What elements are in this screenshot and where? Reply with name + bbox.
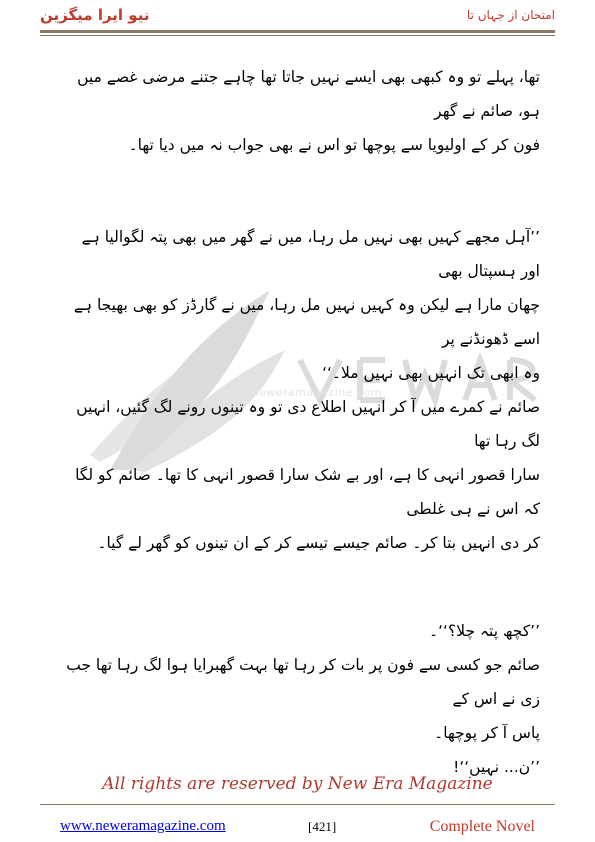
text-line: تھا، پہلے تو وہ کبھی بھی ایسے نہیں جاتا تھا چاہے جتنے مرضی غصے میں ہو، صائم نے گھر [77,68,540,120]
page-number: [421] [308,819,337,834]
text-line: چھان مارا ہے لیکن وہ کہیں نہیں مل رہا، میں نے گارڈز کو بھی بھیجا ہے اسے ڈھونڈنے پر [73,296,540,348]
novel-title: امتحان از جہاں تا [466,8,555,22]
paragraph-3 [65,614,540,784]
section-label: Complete Novel [429,818,535,835]
rights-notice: All rights are reserved by New Era Magazine [102,774,493,794]
novel-text [65,60,540,784]
footer-rule [40,804,555,805]
header-rule-thin [40,35,555,36]
text-line: پاس آ کر پوچھا۔ [434,724,540,742]
header-rule [40,30,555,33]
text-line: فون کر کے اولیویا سے پوچھا تو اس نے بھی جواب نہ میں دیا تھا۔ [128,136,540,154]
text-line: صائم نے کمرے میں آ کر انہیں اطلاع دی تو وہ تینوں رونے لگ گئیں، انہیں لگ رہا تھا [76,398,540,450]
text-line: سارا قصور انہی کا ہے، اور بے شک سارا قصور انہی کا تھا۔ صائم کو لگا کہ اس نے ہی غلطی [75,466,540,518]
magazine-name: نیو ایرا میگزین [40,6,150,24]
paragraph-1 [65,60,540,162]
text-line: صائم جو کسی سے فون پر بات کر رہا تھا بہت گھبرایا ہوا لگ رہا تھا جب زی نے اس کے [66,656,540,708]
text-line: ’’آہل مجھے کہیں بھی نہیں مل رہا، میں نے گھر میں بھی پتہ لگوالیا ہے اور ہسپتال بھی [81,228,540,280]
watermark-url: www.neweramagazine.com [220,386,382,399]
text-line: ’’ن... نہیں‘‘! [453,758,540,776]
website-link[interactable]: www.neweramagazine.com [60,818,226,834]
text-line: وہ ابھی تک انہیں بھی نہیں ملا۔‘‘ [322,364,540,382]
page-header [40,6,555,28]
text-line: ’’کچھ پتہ چلا؟‘‘۔ [429,622,540,640]
paragraph-2 [65,220,540,560]
text-line: کر دی انہیں بتا کر۔ صائم جیسے تیسے کر کے ان تینوں کو گھر لے گیا۔ [97,534,540,552]
